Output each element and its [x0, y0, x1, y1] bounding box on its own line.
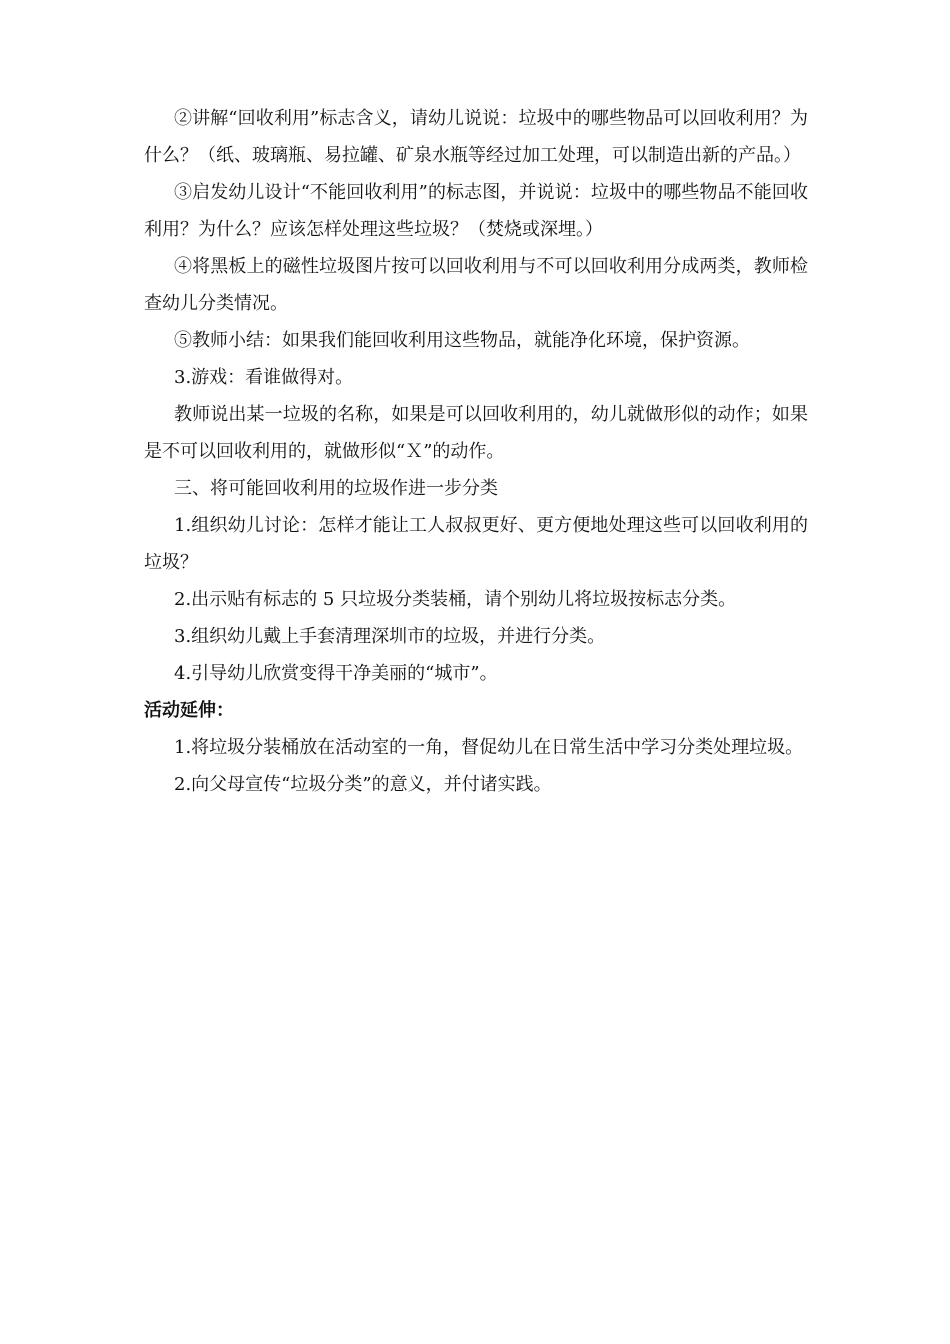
paragraph-appreciate-city: 4.引导幼儿欣赏变得干净美丽的“城市”。: [174, 663, 498, 684]
paragraph-cleanup: 3.组织幼儿戴上手套清理深圳市的垃圾，并进行分类。: [174, 626, 606, 647]
paragraph-non-recyclable-symbol: ③启发幼儿设计“不能回收利用”的标志图，并说说：垃圾中的哪些物品不能回收利用？为什么？应该怎样处理这些垃圾？（焚烧或深埋。）: [144, 182, 808, 240]
paragraph-bins: 2.出示贴有标志的 5 只垃圾分类装桶，请个别幼儿将垃圾按标志分类。: [174, 589, 737, 610]
extension-heading: 活动延伸：: [144, 700, 234, 721]
paragraph-recycle-symbol: ②讲解“回收利用”标志含义，请幼儿说说：垃圾中的哪些物品可以回收利用？为什么？（纸、玻璃瓶、易拉罐、矿泉水瓶等经过加工处理，可以制造出新的产品。）: [144, 108, 808, 166]
paragraph-magnetic-sorting: ④将黑板上的磁性垃圾图片按可以回收利用与不可以回收利用分成两类，教师检查幼儿分类情况。: [144, 256, 808, 314]
paragraph-teacher-summary: ⑤教师小结：如果我们能回收利用这些物品，就能净化环境，保护资源。: [174, 330, 750, 351]
paragraph-game-title: 3.游戏：看谁做得对。: [174, 367, 354, 388]
document-page: [144, 100, 808, 803]
extension-item: 1.将垃圾分装桶放在活动室的一角，督促幼儿在日常生活中学习分类处理垃圾。: [174, 737, 804, 758]
extension-item: 2.向父母宣传“垃圾分类”的意义，并付诸实践。: [174, 774, 552, 795]
section-three-title: 三、将可能回收利用的垃圾作进一步分类: [174, 478, 498, 499]
paragraph-discussion: 1.组织幼儿讨论：怎样才能让工人叔叔更好、更方便地处理这些可以回收利用的垃圾？: [144, 515, 808, 573]
paragraph-game-rules: 教师说出某一垃圾的名称，如果是可以回收利用的，幼儿就做形似的动作；如果是不可以回收利用的，就做形似“Ｘ”的动作。: [144, 404, 808, 462]
